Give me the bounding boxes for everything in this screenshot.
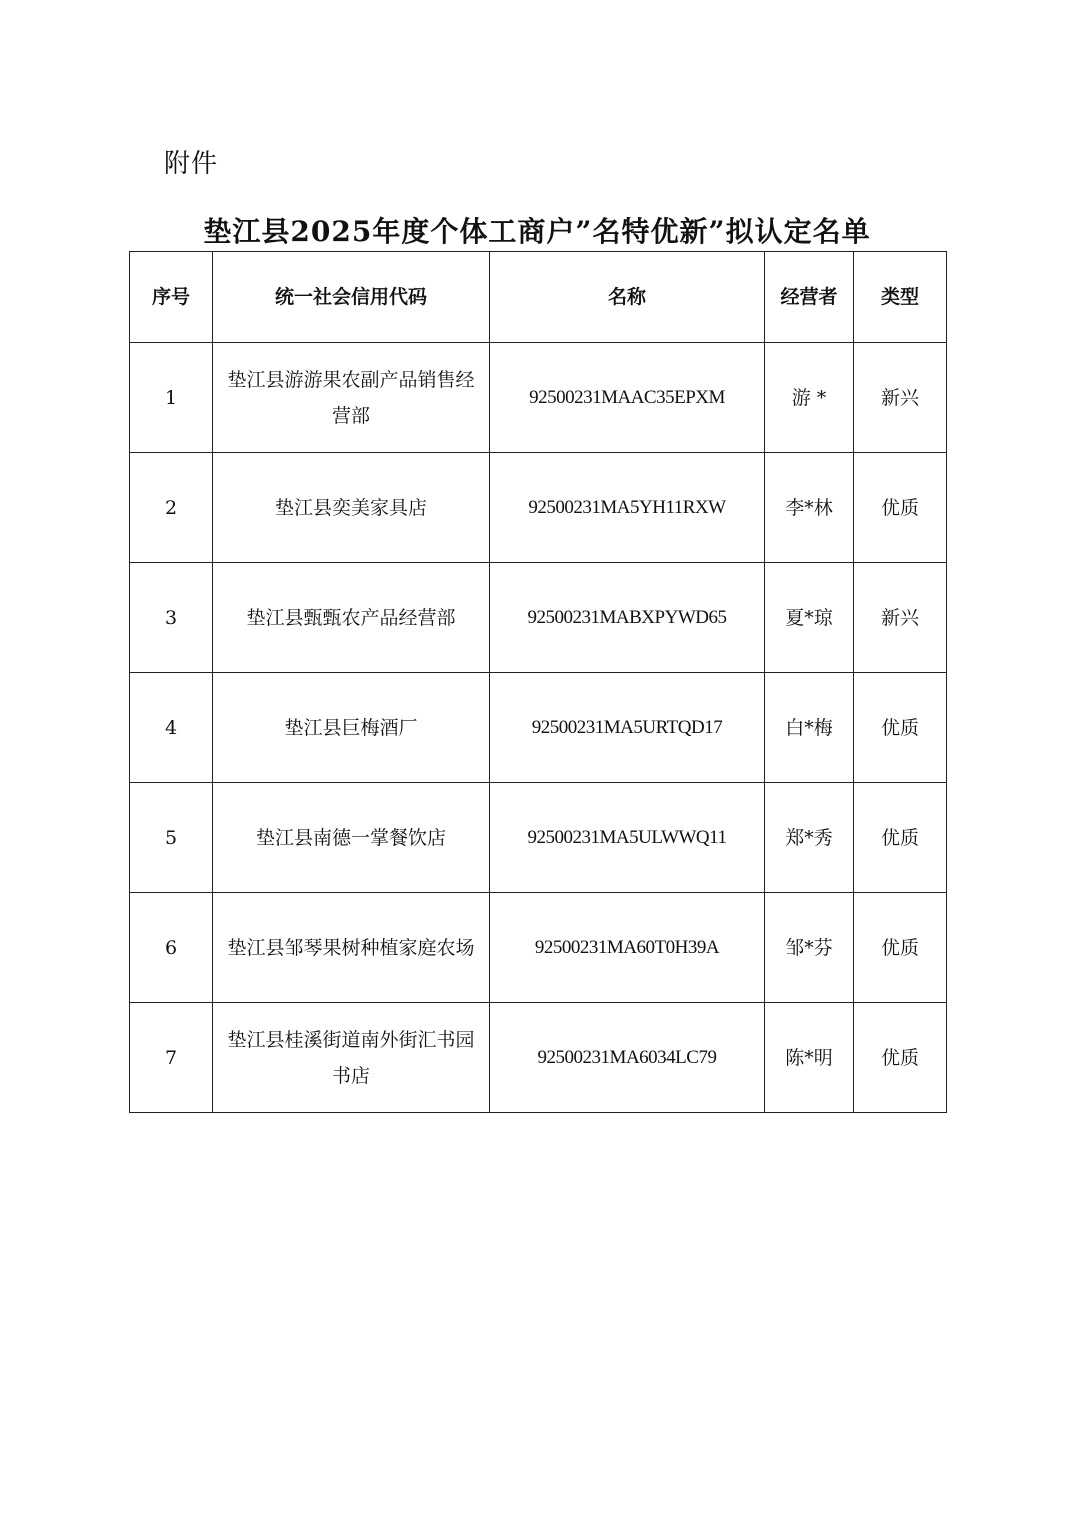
header-operator: 经营者	[765, 252, 854, 343]
cell-type: 新兴	[854, 343, 947, 453]
cell-no: 6	[130, 893, 213, 1003]
table-row	[130, 453, 947, 563]
table-header-row	[130, 252, 947, 343]
cell-operator: 郑*秀	[765, 783, 854, 893]
cell-name: 垫江县邹琴果树种植家庭农场	[213, 893, 490, 1003]
table-row	[130, 1003, 947, 1113]
cell-type: 新兴	[854, 563, 947, 673]
cell-operator: 陈*明	[765, 1003, 854, 1113]
cell-name: 垫江县游游果农副产品销售经营部	[213, 343, 490, 453]
attachment-label: 附件	[164, 149, 219, 179]
cell-name: 垫江县奕美家具店	[213, 453, 490, 563]
cell-name: 垫江县巨梅酒厂	[213, 673, 490, 783]
cell-type: 优质	[854, 1003, 947, 1113]
table-row	[130, 563, 947, 673]
cell-type: 优质	[854, 783, 947, 893]
cell-type: 优质	[854, 673, 947, 783]
header-type: 类型	[854, 252, 947, 343]
cell-name: 垫江县桂溪街道南外街汇书园书店	[213, 1003, 490, 1113]
table-row	[130, 343, 947, 453]
cell-type: 优质	[854, 893, 947, 1003]
header-name: 名称	[490, 252, 765, 343]
cell-code: 92500231MABXPYWD65	[490, 563, 765, 673]
merchant-list-table	[129, 251, 947, 1113]
table-row	[130, 893, 947, 1003]
cell-no: 7	[130, 1003, 213, 1113]
cell-no: 1	[130, 343, 213, 453]
cell-code: 92500231MA60T0H39A	[490, 893, 765, 1003]
cell-operator: 白*梅	[765, 673, 854, 783]
cell-no: 5	[130, 783, 213, 893]
cell-code: 92500231MA6034LC79	[490, 1003, 765, 1113]
cell-name: 垫江县南德一掌餐饮店	[213, 783, 490, 893]
cell-operator: 夏*琼	[765, 563, 854, 673]
table-row	[130, 783, 947, 893]
cell-code: 92500231MA5ULWWQ11	[490, 783, 765, 893]
document-title: 垫江县2025年度个体工商户”名特优新”拟认定名单	[203, 215, 871, 248]
cell-code: 92500231MA5URTQD17	[490, 673, 765, 783]
cell-operator: 游 *	[765, 343, 854, 453]
header-no: 序号	[130, 252, 213, 343]
cell-code: 92500231MAAC35EPXM	[490, 343, 765, 453]
cell-no: 2	[130, 453, 213, 563]
cell-operator: 邹*芬	[765, 893, 854, 1003]
cell-code: 92500231MA5YH11RXW	[490, 453, 765, 563]
cell-name: 垫江县甄甄农产品经营部	[213, 563, 490, 673]
cell-type: 优质	[854, 453, 947, 563]
table-row	[130, 673, 947, 783]
cell-no: 4	[130, 673, 213, 783]
cell-operator: 李*林	[765, 453, 854, 563]
header-credit-code: 统一社会信用代码	[213, 252, 490, 343]
cell-no: 3	[130, 563, 213, 673]
